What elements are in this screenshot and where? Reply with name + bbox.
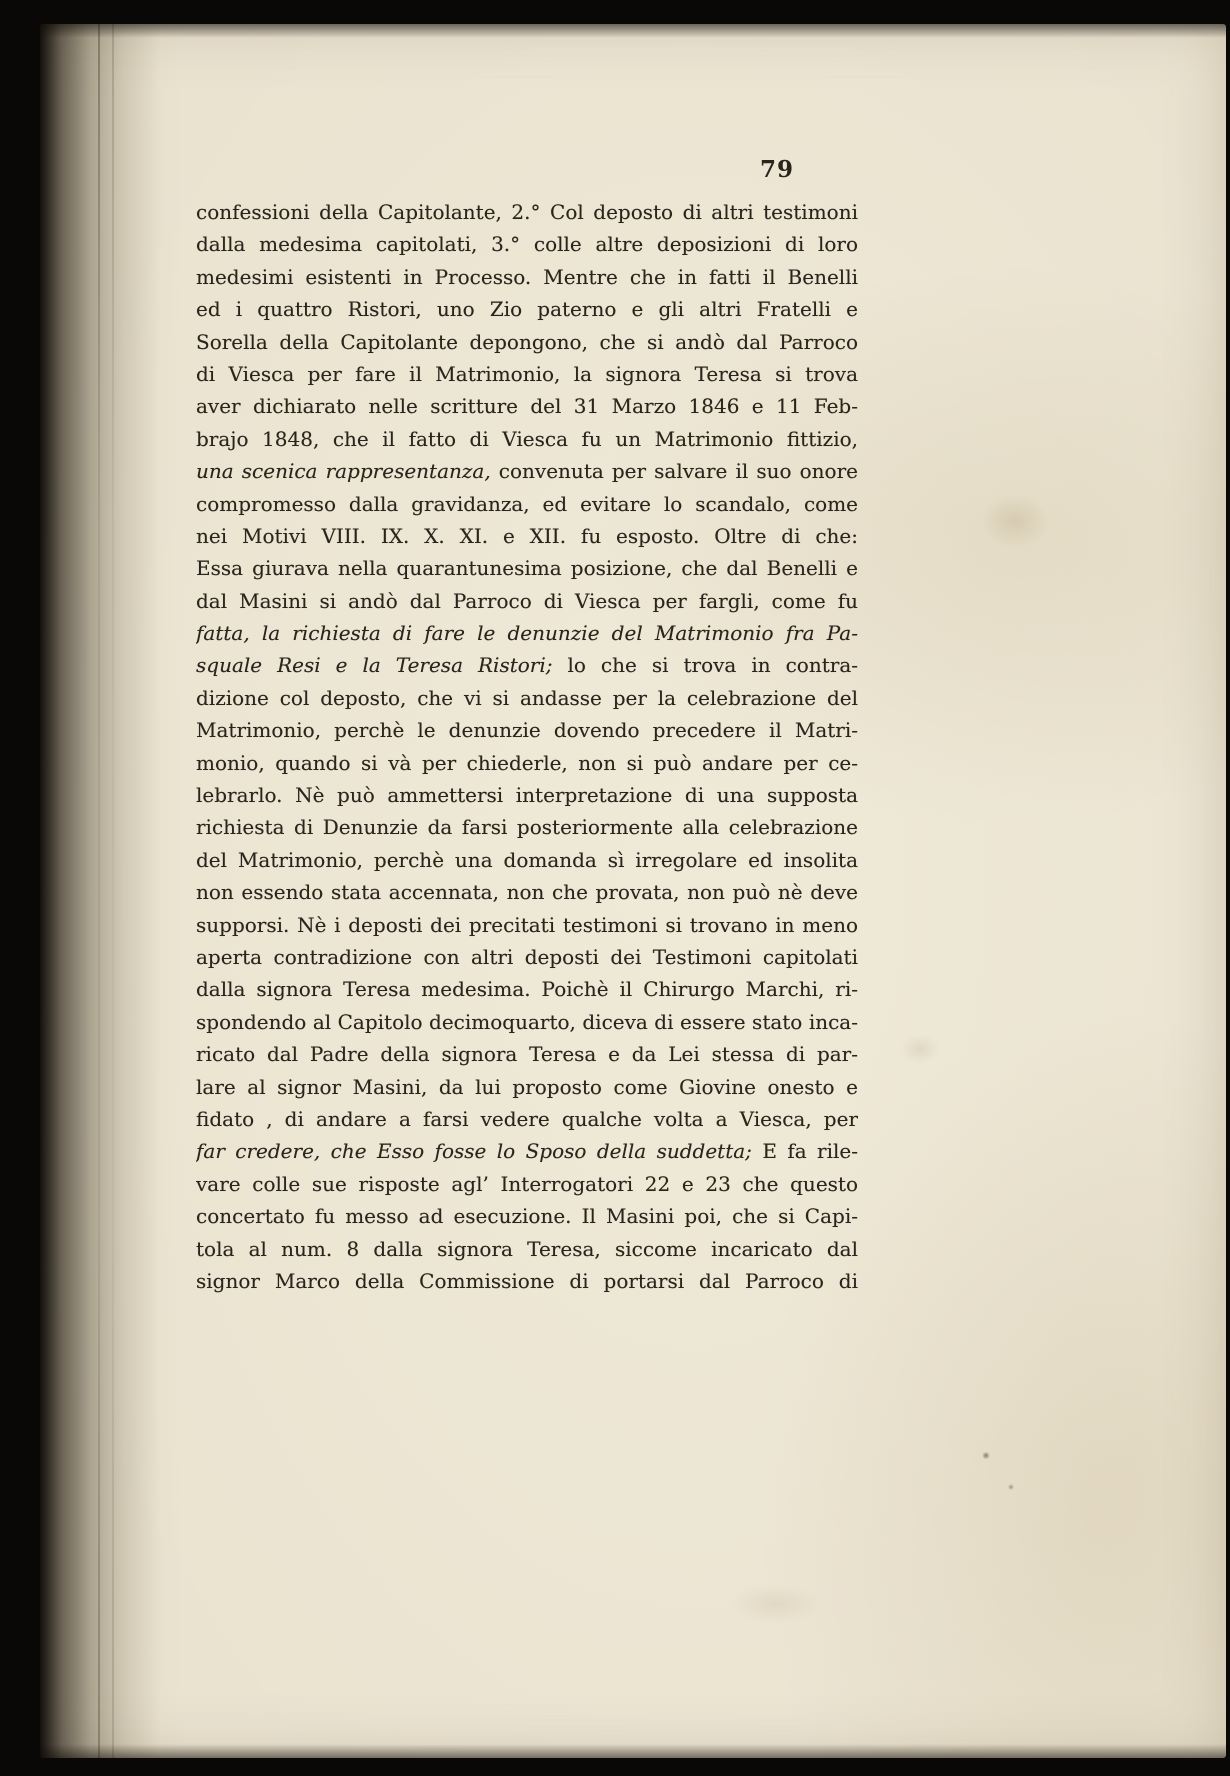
text-segment: dalla signora Teresa medesima. Poichè il Chirurgo Marchi, ri-: [196, 977, 858, 1002]
text-line: [196, 326, 858, 358]
text-line: [196, 1233, 858, 1265]
paper-stain: [1008, 1484, 1014, 1490]
text-segment: vare colle sue risposte agl’ Interrogatori 22 e 23 che questo: [196, 1171, 858, 1196]
text-segment: convenuta per salvare il suo onore: [490, 459, 858, 484]
text-line: [196, 390, 858, 422]
text-line: [196, 909, 858, 941]
text-segment: ed i quattro Ristori, uno Zio paterno e gli altri Fratelli e: [196, 297, 858, 322]
text-line: [196, 1168, 858, 1200]
text-line: [196, 488, 858, 520]
text-line: [196, 682, 858, 714]
text-segment: richiesta di Denunzie da farsi posteriormente alla celebrazione: [196, 815, 858, 840]
text-segment: brajo 1848, che il fatto di Viesca fu un Matrimonio fittizio,: [196, 426, 858, 451]
text-line: [196, 649, 858, 681]
text-segment: Matrimonio, perchè le denunzie dovendo precedere il Matri-: [196, 718, 858, 743]
text-line: [196, 423, 858, 455]
paper-stain: [980, 494, 1050, 548]
text-line: [196, 876, 858, 908]
text-segment: ricato dal Padre della signora Teresa e da Lei stessa di par-: [196, 1042, 858, 1067]
text-line: [196, 844, 858, 876]
text-segment: medesimi esistenti in Processo. Mentre che in fatti il Benelli: [196, 264, 858, 289]
text-segment: di Viesca per fare il Matrimonio, la signora Teresa si trova: [196, 361, 858, 386]
binding-gutter-shadow: [40, 24, 160, 1758]
text-segment: dizione col deposto, che vi si andasse per la celebrazione del: [196, 685, 858, 710]
text-line: [196, 941, 858, 973]
text-segment: lare al signor Masini, da lui proposto come Giovine onesto e: [196, 1074, 858, 1099]
text-line: [196, 1071, 858, 1103]
page-number: 79: [760, 156, 795, 183]
text-line: [196, 1103, 858, 1135]
page-edge-line: [98, 24, 100, 1758]
text-line: [196, 973, 858, 1005]
paper-stain: [730, 1584, 820, 1624]
text-segment: compromesso dalla gravidanza, ed evitare lo scandalo, come: [196, 491, 858, 516]
text-segment: Essa giurava nella quarantunesima posizione, che dal Benelli e: [196, 556, 858, 581]
text-line: [196, 552, 858, 584]
text-line: [196, 714, 858, 746]
text-line: [196, 1265, 858, 1297]
italic-text-segment: fatta, la richiesta di fare le denunzie del Matrimonio fra Pa-: [196, 621, 858, 646]
text-segment: non essendo stata accennata, non che provata, non può nè deve: [196, 880, 858, 905]
text-line: [196, 261, 858, 293]
book-page: [40, 24, 1226, 1758]
top-edge-shadow: [40, 24, 1226, 38]
text-segment: lo che si trova in contra-: [552, 653, 858, 678]
text-line: [196, 1200, 858, 1232]
paper-stain: [900, 1034, 940, 1064]
text-line: [196, 293, 858, 325]
text-segment: fidato , di andare a farsi vedere qualche volta a Viesca, per: [196, 1106, 858, 1131]
text-line: [196, 617, 858, 649]
text-line: [196, 811, 858, 843]
text-line: [196, 1006, 858, 1038]
text-segment: tola al num. 8 dalla signora Teresa, siccome incaricato dal: [196, 1236, 858, 1261]
text-segment: concertato fu messo ad esecuzione. Il Masini poi, che si Capi-: [196, 1204, 858, 1229]
page-edge-line: [112, 24, 114, 1758]
italic-text-segment: squale Resi e la Teresa Ristori;: [196, 653, 553, 678]
italic-text-segment: una scenica rappresentanza,: [196, 459, 491, 484]
text-segment: spondendo al Capitolo decimoquarto, diceva di essere stato inca-: [196, 1009, 858, 1034]
text-line: [196, 1135, 858, 1167]
paper-stain: [982, 1452, 990, 1459]
text-segment: monio, quando si và per chiederle, non si può andare per ce-: [196, 750, 858, 775]
text-line: [196, 1038, 858, 1070]
text-line: [196, 520, 858, 552]
text-segment: E fa rile-: [751, 1139, 858, 1164]
text-line: [196, 455, 858, 487]
bottom-edge-shadow: [40, 1744, 1226, 1758]
text-segment: aperta contradizione con altri deposti dei Testimoni capitolati: [196, 944, 858, 969]
text-segment: Sorella della Capitolante depongono, che si andò dal Parroco: [196, 329, 858, 354]
text-line: [196, 585, 858, 617]
text-segment: nei Motivi VIII. IX. X. XI. e XII. fu esposto. Oltre di che:: [196, 523, 858, 548]
text-line: [196, 228, 858, 260]
text-line: [196, 196, 858, 228]
text-block: [196, 196, 858, 1297]
text-line: [196, 358, 858, 390]
text-segment: dalla medesima capitolati, 3.° colle altre deposizioni di loro: [196, 232, 858, 257]
text-segment: signor Marco della Commissione di portarsi dal Parroco di: [196, 1268, 858, 1293]
text-segment: aver dichiarato nelle scritture del 31 Marzo 1846 e 11 Feb-: [196, 394, 858, 419]
text-segment: dal Masini si andò dal Parroco di Viesca per fargli, come fu: [196, 588, 858, 613]
text-line: [196, 779, 858, 811]
text-segment: confessioni della Capitolante, 2.° Col deposto di altri testimoni: [196, 200, 858, 224]
italic-text-segment: far credere, che Esso fosse lo Sposo della suddetta;: [196, 1139, 752, 1164]
text-segment: lebrarlo. Nè può ammettersi interpretazione di una supposta: [196, 783, 858, 808]
text-line: [196, 747, 858, 779]
text-segment: supporsi. Nè i deposti dei precitati testimoni si trovano in meno: [196, 912, 858, 937]
text-segment: del Matrimonio, perchè una domanda sì irregolare ed insolita: [196, 847, 858, 872]
